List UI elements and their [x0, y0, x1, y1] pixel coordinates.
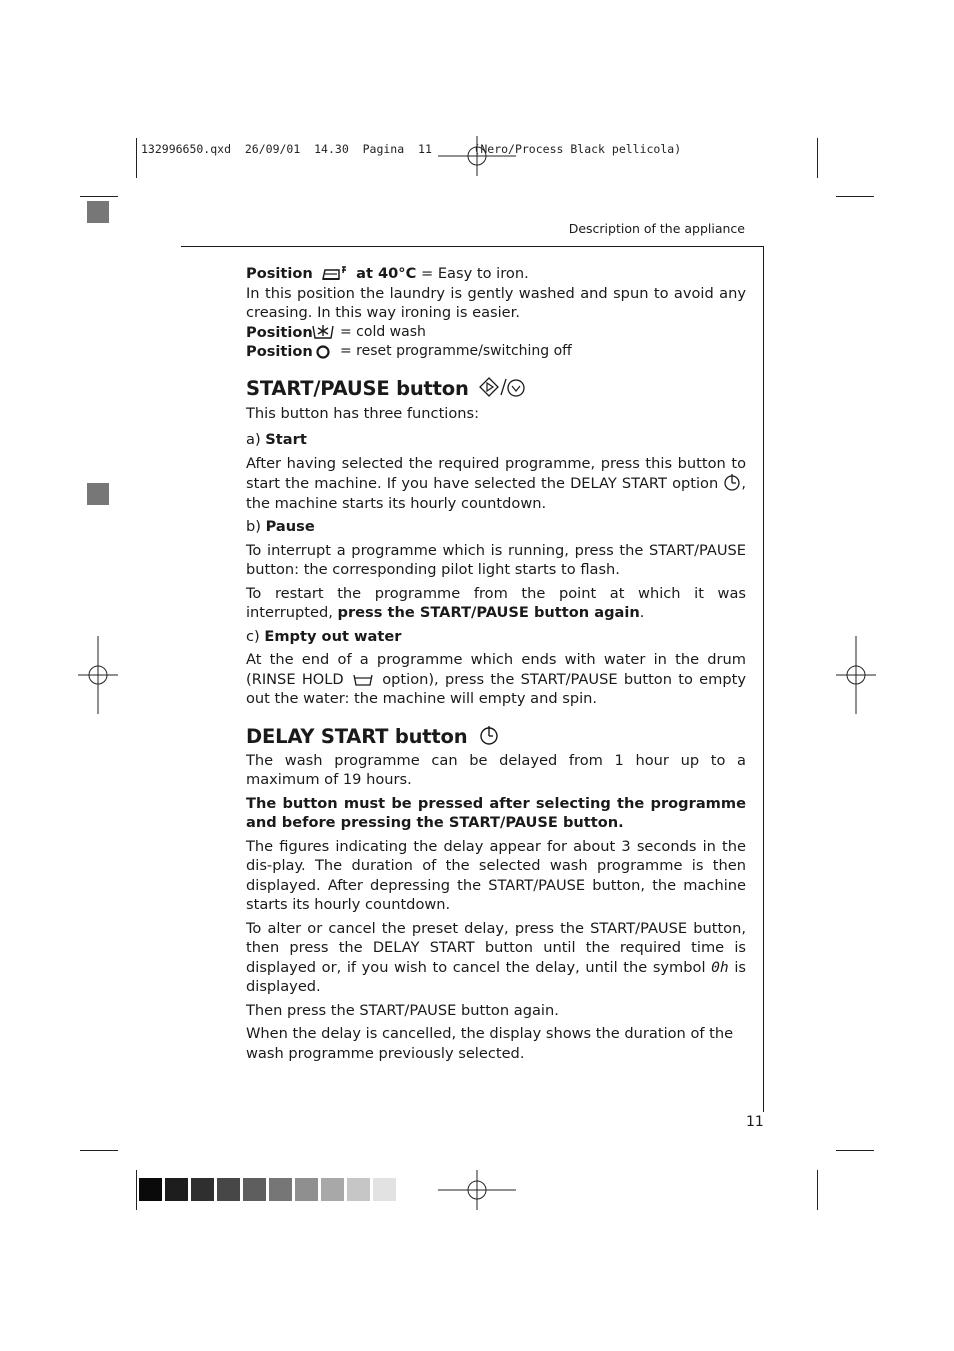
color-control-strip — [139, 1178, 396, 1201]
function-text: , the machine starts its hourly countdown. — [246, 475, 747, 512]
delay-paragraph-bold — [246, 794, 746, 833]
start-pause-intro: This button has three functions: — [246, 404, 480, 422]
start-pause-heading-text: START/PAUSE button — [246, 376, 469, 400]
header-rule — [181, 246, 764, 247]
crop-mark — [80, 196, 118, 197]
function-title: Start — [265, 431, 307, 448]
printer-slug — [141, 142, 681, 156]
position-cold — [246, 323, 746, 343]
position-description: = cold wash — [340, 323, 426, 340]
position-label: Position — [246, 265, 313, 282]
position-temperature: at 40°C — [356, 265, 417, 282]
position-description: = Easy to iron. — [420, 265, 529, 282]
thumb-tab-marker — [87, 201, 109, 223]
slug-page: 11 — [418, 142, 432, 156]
rinse-hold-icon — [353, 673, 373, 687]
color-swatch — [165, 1178, 188, 1201]
crop-mark — [817, 138, 818, 178]
function-a-text — [246, 454, 746, 514]
delay-paragraph: Then press the START/PAUSE button again. — [246, 1001, 559, 1019]
function-text: To restart the programme from the point at which it was interrupted, — [246, 584, 746, 621]
position-reset — [246, 342, 746, 362]
color-swatch — [321, 1178, 344, 1201]
slug-color: (Nero/Process Black pellicola) — [473, 142, 682, 156]
start-pause-heading — [246, 376, 746, 401]
slug-time: 14.30 — [314, 142, 349, 156]
delay-text: is displayed. — [246, 958, 746, 995]
position-label: Position — [246, 323, 313, 341]
delay-start-heading-text: DELAY START button — [246, 724, 468, 748]
color-swatch — [347, 1178, 370, 1201]
function-c-text — [246, 650, 746, 709]
cold-wash-icon — [312, 324, 334, 340]
function-text-bold: press the START/PAUSE button again — [337, 604, 640, 621]
margin-rule — [763, 246, 764, 1112]
slug-pagina: Pagina — [362, 142, 405, 156]
function-text: After having selected the required programme, press this button to start the machine. If you have selected the DELAY START option — [246, 454, 746, 492]
function-text: option), press the START/PAUSE button to empty out the water: the machine will empty and spin. — [246, 670, 746, 707]
function-b-heading — [246, 517, 746, 537]
easy-iron-icon — [321, 265, 347, 281]
crop-mark — [80, 1150, 118, 1151]
function-a-heading — [246, 430, 746, 450]
color-swatch — [269, 1178, 292, 1201]
function-b-restart — [246, 584, 746, 623]
delay-paragraph — [246, 919, 746, 997]
color-swatch — [295, 1178, 318, 1201]
function-prefix: c) — [246, 627, 260, 645]
color-swatch — [191, 1178, 214, 1201]
registration-mark-icon — [836, 636, 876, 714]
position-iron — [246, 264, 746, 284]
page-number: 11 — [746, 1114, 764, 1130]
function-prefix: b) — [246, 518, 261, 535]
delay-start-heading — [246, 724, 746, 749]
iron-description: In this position the laundry is gently washed and spun to avoid any creasing. In this way ironing is easier. — [246, 284, 746, 321]
running-head: Description of the appliance — [568, 221, 745, 236]
slug-file: 132996650.qxd — [141, 142, 232, 156]
crop-mark — [136, 1170, 137, 1210]
position-label: Position — [246, 343, 313, 360]
slug-date: 26/09/01 — [244, 142, 301, 156]
delay-start-icon — [723, 473, 741, 491]
delay-paragraph: The figures indicating the delay appear for about 3 seconds in the dis-play. The duration of the selected wash programme is then displayed. After depressing the START/PAUSE button, the machine starts its hourly countdown. — [246, 837, 746, 913]
start-pause-icon — [479, 376, 527, 398]
color-swatch — [217, 1178, 240, 1201]
zero-hour-symbol: 0h — [711, 958, 729, 976]
registration-mark-icon — [438, 136, 516, 176]
color-swatch — [243, 1178, 266, 1201]
function-prefix: a) — [246, 431, 261, 448]
registration-mark-icon — [438, 1170, 516, 1210]
thumb-tab-marker — [87, 483, 109, 505]
color-swatch — [139, 1178, 162, 1201]
registration-mark-icon — [78, 636, 118, 714]
function-text: At the end of a programme which ends with water in the drum (RINSE HOLD — [246, 651, 746, 688]
color-swatch — [373, 1178, 396, 1201]
off-circle-icon — [312, 344, 334, 360]
crop-mark — [836, 1150, 874, 1151]
crop-mark — [136, 138, 137, 178]
function-title: Pause — [265, 518, 315, 535]
function-b-text: To interrupt a programme which is running, press the START/PAUSE button: the corresponding pilot light starts to flash. — [246, 541, 746, 578]
delay-start-icon — [478, 724, 500, 746]
crop-mark — [817, 1170, 818, 1210]
delay-paragraph: The wash programme can be delayed from 1 hour up to a maximum of 19 hours. — [246, 751, 746, 788]
page-body — [246, 264, 746, 1063]
crop-mark — [836, 196, 874, 197]
function-title: Empty out water — [264, 627, 402, 645]
delay-paragraph: When the delay is cancelled, the display shows the duration of the wash programme previously selected. — [246, 1025, 734, 1062]
delay-warning: The button must be pressed after selecting the programme and before pressing the START/PAUSE button. — [246, 794, 746, 831]
function-c-heading — [246, 627, 746, 647]
function-text: . — [639, 604, 645, 621]
position-description: = reset programme/switching off — [340, 343, 572, 359]
delay-text: To alter or cancel the preset delay, press the START/PAUSE button, then press the DELAY START button until the required time is displayed or, if you wish to cancel the delay, until the symbol — [246, 919, 746, 976]
